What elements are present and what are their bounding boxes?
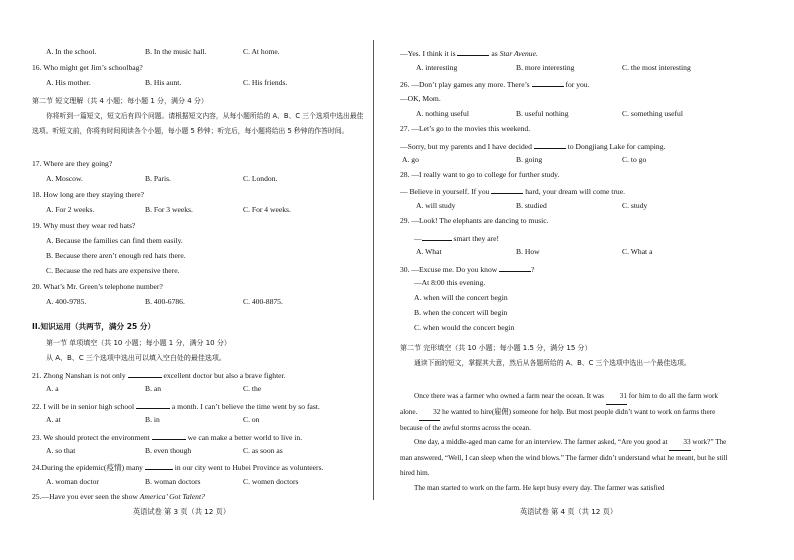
column-divider: [373, 40, 374, 500]
option-a: A. nothing useful: [416, 109, 469, 118]
option-c: C. the most interesting: [622, 63, 691, 72]
q20-options: [32, 297, 376, 307]
show-title: America’ Got Talent?: [139, 492, 205, 501]
answer-blank: [499, 263, 531, 272]
question-23: [32, 431, 302, 443]
section-instructions: 从 A、B、C 三个选项中选出可以填入空白处的最佳选项。: [46, 354, 226, 362]
question-text: 21. Zhong Nanshan is not only: [32, 371, 126, 380]
option-a: A. will study: [416, 201, 456, 210]
question-text: —Yes. I think it is: [400, 49, 456, 58]
passage-paragraph-2: [400, 435, 736, 481]
option-c: C. Because the red hats are expensive there.: [46, 266, 180, 275]
page-footer-left: 英语试卷 第 3 页（共 12 页）: [133, 507, 231, 516]
blank-31: 31: [606, 389, 627, 405]
question-text: excellent doctor but also a brave fighter.: [163, 371, 286, 380]
option-c: C. the: [243, 384, 262, 393]
question-text: 24.During the epidemic(疫情) many: [32, 463, 143, 472]
question-21: [32, 369, 286, 381]
page-footer-right: 英语试卷 第 4 页（共 12 页）: [520, 507, 618, 516]
question-25: [32, 492, 205, 502]
question-27: 27. —Let’s go to the movies this weekend.: [400, 124, 531, 133]
answer-blank: [145, 461, 173, 470]
option-b: B. His aunt.: [145, 78, 182, 87]
option-a: A. Moscow.: [46, 174, 83, 183]
option-c: C. For 4 weeks.: [243, 205, 291, 214]
question-text: to Dongjiang Lake for camping.: [567, 142, 666, 151]
option-a: A. go: [402, 155, 419, 164]
question-text: 25.—Have you ever seen the show: [32, 492, 140, 501]
question-22: [32, 400, 320, 412]
q26-options: [400, 109, 744, 119]
option-c: C. London.: [243, 174, 278, 183]
q22-options: [32, 415, 376, 425]
option-a: A. In the school.: [46, 47, 97, 56]
dialogue-reply: [400, 185, 625, 197]
option-b: B. in: [145, 415, 160, 424]
option-b: B. going: [516, 155, 543, 164]
option-b: B. For 3 weeks.: [145, 205, 193, 214]
option-b: B. woman doctors: [145, 477, 201, 486]
passage-text: One day, a middle-aged man came for an interview. The farmer asked, “Are you good at: [414, 438, 668, 446]
answer-blank: [491, 185, 523, 194]
answer-blank: [152, 431, 186, 440]
question-text: 26. —Don’t play games any more. There’s: [400, 80, 530, 89]
question-text: a month. I can’t believe the time went by so fast.: [171, 402, 320, 411]
option-b: B. 400-6786.: [145, 297, 185, 306]
dialogue-reply: —OK, Mom.: [400, 94, 441, 103]
question-text: 23. We should protect the environment: [32, 433, 150, 442]
answer-blank: [532, 78, 564, 87]
option-a: A. at: [46, 415, 61, 424]
question-19: 19. Why must they wear red hats?: [32, 221, 136, 230]
passage-text: he wanted to hire(雇佣) someone for help. But most people didn’t want to work on farms there because of the awful storms across the ocean.: [400, 408, 716, 432]
q24-options: [32, 477, 376, 487]
q27-options: [400, 155, 744, 165]
option-b: B. an: [145, 384, 162, 393]
passage-text: for him to do all the farm work alone.: [400, 392, 718, 416]
option-b: B. In the music hall.: [145, 47, 207, 56]
answer-blank: [136, 400, 170, 409]
section-title: 第二节 完形填空（共 10 小题；每小题 1.5 分，满分 15 分）: [400, 344, 592, 352]
section-title: 第二节 短文理解（共 4 小题；每小题 1 分，满分 4 分）: [32, 97, 208, 105]
passage-text: work?” The man answered, “Well, I can sleep when the wind blows.” The farmer didn’t understand what he meant, but he still hired him.: [400, 438, 728, 477]
option-a: A. so that: [46, 446, 76, 455]
section-instructions: 通读下面的短文，掌握其大意，然后从各题所给的 A、B、C 三个选项中选出一个最佳选项。: [414, 359, 691, 367]
option-b: B. useful nothing: [516, 109, 569, 118]
option-a: A. What: [416, 247, 442, 256]
question-text: —Sorry, but my parents and I have decided: [400, 142, 532, 151]
question-24: [32, 461, 323, 473]
question-text: as: [491, 49, 500, 58]
q23-options: [32, 446, 376, 456]
q16-options: [32, 78, 376, 88]
section-instructions: 你将听到一篇短文，短文后有四个问题。请根据短文内容，从每小题所给的 A、B、C 三个选项中选出最佳选项。听短文前，你将有时间阅读各个小题，每小题 5 秒钟；听完后，每小题将给出 5 秒钟的作答时间。: [32, 112, 364, 135]
q21-options: [32, 384, 376, 394]
question-18: 18. How long are they staying there?: [32, 190, 144, 199]
option-a: A. For 2 weeks.: [46, 205, 95, 214]
question-text: — Believe in yourself. If you: [400, 187, 490, 196]
option-b: B. when the concert will begin: [414, 308, 508, 317]
question-16: 16. Who might get Jim’s schoolbag?: [32, 63, 143, 72]
answer-blank: [128, 369, 162, 378]
option-c: C. 400-8875.: [243, 297, 283, 306]
option-a: A. 400-9785.: [46, 297, 87, 306]
answer-blank: [457, 47, 489, 56]
dialogue-reply: — smart they are!: [414, 234, 500, 243]
passage-paragraph-3: The man started to work on the farm. He kept busy every day. The farmer was satisfied: [414, 484, 665, 492]
question-30: [400, 263, 535, 275]
question-text: in our city went to Hubei Province as volunteers.: [174, 463, 324, 472]
q29-options: [400, 247, 744, 257]
answer-blank: [422, 232, 452, 241]
option-c: C. study: [622, 201, 648, 210]
option-c: C. women doctors: [243, 477, 299, 486]
option-b: B. How: [516, 247, 540, 256]
question-28: 28. —I really want to go to college for further study.: [400, 170, 560, 179]
option-a: A. when will the concert begin: [414, 293, 508, 302]
option-b: B. more interesting: [516, 63, 575, 72]
option-b: B. Because there aren’t enough red hats there.: [46, 251, 186, 260]
option-c: C. to go: [622, 155, 647, 164]
option-c: C. something useful: [622, 109, 683, 118]
question-text: hard, your dream will come true.: [525, 187, 625, 196]
question-29: 29. —Look! The elephants are dancing to music.: [400, 216, 549, 225]
q15-options: [32, 47, 376, 57]
blank-33: 33: [669, 435, 690, 451]
part-title: II.知识运用（共两节，满分 25 分）: [32, 322, 156, 331]
option-c: C. What a: [622, 247, 653, 256]
dialogue-reply: [400, 140, 665, 152]
question-text: for you.: [565, 80, 590, 89]
option-c: C. His friends.: [243, 78, 288, 87]
q17-options: [32, 174, 376, 184]
show-title: Star Avenue.: [499, 49, 538, 58]
section-title: 第一节 单项填空（共 10 小题；每小题 1 分，满分 10 分）: [46, 339, 231, 347]
question-text: smart they are!: [453, 234, 500, 243]
answer-blank: [534, 140, 566, 149]
option-b: B. Paris.: [145, 174, 171, 183]
q25-options: [400, 63, 744, 73]
option-c: C. on: [243, 415, 260, 424]
question-17: 17. Where are they going?: [32, 159, 113, 168]
passage-text: Once there was a farmer who owned a farm near the ocean. It was: [414, 392, 604, 400]
q28-options: [400, 201, 744, 211]
blank-32: 32: [419, 405, 440, 421]
option-b: B. studied: [516, 201, 547, 210]
question-20: 20. What’s Mr. Green’s telephone number?: [32, 282, 163, 291]
q25-answer-line: [400, 47, 538, 59]
option-a: A. Because the families can find them easily.: [46, 236, 183, 245]
q18-options: [32, 205, 376, 215]
dialogue-reply: —At 8:00 this evening.: [414, 278, 486, 287]
question-26: [400, 78, 590, 90]
question-text: ?: [531, 265, 535, 274]
passage-paragraph-1: [400, 389, 736, 436]
option-c: C. At home.: [243, 47, 280, 56]
option-a: A. His mother.: [46, 78, 91, 87]
question-text: 22. I will be in senior high school: [32, 402, 135, 411]
question-text: 30. —Excuse me. Do you know: [400, 265, 498, 274]
option-c: C. when would the concert begin: [414, 323, 515, 332]
option-a: A. a: [46, 384, 59, 393]
option-c: C. as soon as: [243, 446, 283, 455]
question-text: we can make a better world to live in.: [187, 433, 303, 442]
option-a: A. interesting: [416, 63, 458, 72]
option-b: B. even though: [145, 446, 192, 455]
option-a: A. woman doctor: [46, 477, 99, 486]
